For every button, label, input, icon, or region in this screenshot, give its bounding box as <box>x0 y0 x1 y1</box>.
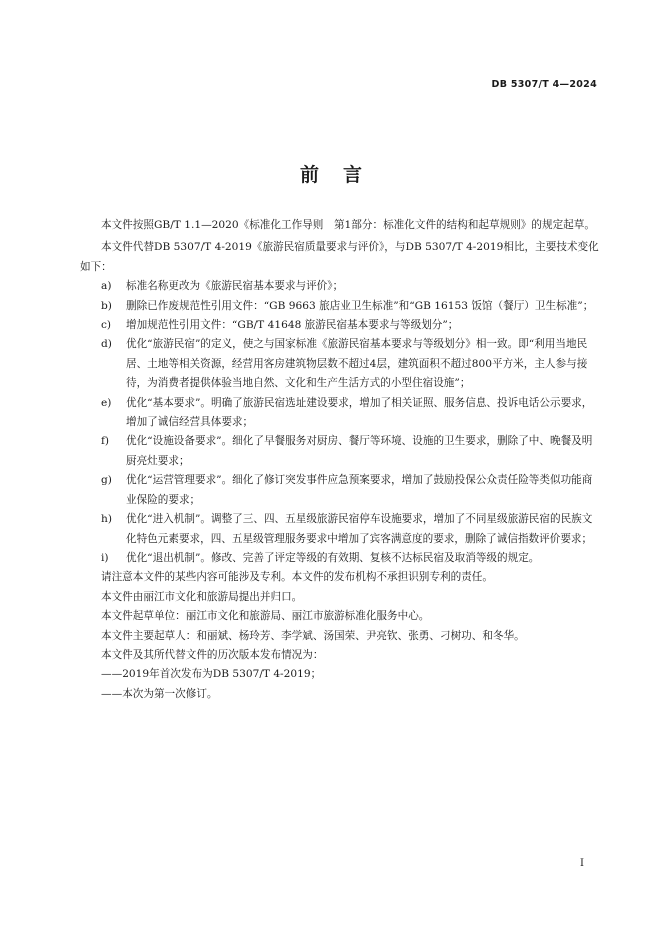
list-marker: g) <box>101 474 112 487</box>
change-list <box>80 277 600 568</box>
page-title: 前言 <box>299 164 386 186</box>
drafters: 本文件主要起草人：和丽斌、杨玲芳、李学斌、汤国荣、尹亮钦、张勇、刁树功、和冬华。 <box>101 629 525 642</box>
list-item-text: 删除已作废规范性引用文件：“GB 9663 旅店业卫生标准”和“GB 16153 饭馆（餐厅）卫生标准”； <box>126 299 594 312</box>
list-item <box>80 549 600 568</box>
list-marker: i) <box>101 551 109 564</box>
proposer-statement: 本文件由丽江市文化和旅游局提出并归口。 <box>101 590 303 603</box>
list-item-text: 优化“基本要求”。明确了旅游民宿选址建设要求，增加了相关证照、服务信息、投诉电话公示要求，增加了诚信经营具体要求； <box>126 396 593 429</box>
list-marker: c) <box>101 319 112 332</box>
document-body <box>80 216 600 704</box>
list-item-text: 优化“进入机制”。调整了三、四、五星级旅游民宿停车设施要求，增加了不同星级旅游民宿的民族文化特色元素要求，四、五星级管理服务要求中增加了宾客满意度的要求，删除了诚信指数评价要求； <box>126 513 593 545</box>
list-item <box>80 316 600 335</box>
list-item-text: 优化“退出机制”。修改、完善了评定等级的有效期、复核不达标民宿及取消等级的规定。 <box>126 551 540 564</box>
list-marker: e) <box>101 396 112 409</box>
list-item <box>80 277 600 296</box>
list-item-text: 优化“设施设备要求”。细化了早餐服务对厨房、餐厅等环境、设施的卫生要求，删除了中、晚餐及明厨亮灶要求； <box>126 435 593 467</box>
list-item-text: 优化“运营管理要求”。细化了修订突发事件应急预案要求，增加了鼓励投保公众责任险等类似功能商业保险的要求； <box>126 474 593 506</box>
page-number: I <box>580 858 584 869</box>
list-item <box>80 432 600 471</box>
list-item <box>80 335 600 393</box>
list-item <box>80 297 600 316</box>
list-item <box>80 510 600 549</box>
list-marker: d) <box>101 338 112 351</box>
list-item-text: 优化“旅游民宿”的定义，使之与国家标准《旅游民宿基本要求与等级划分》相一致。即“利用当地民居、土地等相关资源，经营用客房建筑物层数不超过4层，建筑面积不超过800平方米，主人参与接待，为消费者提供体验当地自然、文化和生产生活方式的小型住宿设施”； <box>126 338 588 390</box>
document-code-header: DB 5307/T 4—2024 <box>491 79 597 90</box>
list-item <box>80 394 600 433</box>
list-marker: b) <box>101 299 112 312</box>
list-item <box>80 471 600 510</box>
list-marker: a) <box>101 280 112 293</box>
version-history-intro: 本文件及其所代替文件的历次版本发布情况为： <box>101 648 324 661</box>
history-item: ——本次为第一次修订。 <box>101 687 218 700</box>
paragraph-replacement: 本文件代替DB 5307/T 4-2019《旅游民宿质量要求与评价》，与DB 5307/T 4-2019相比，主要技术变化如下： <box>80 241 599 273</box>
list-marker: h) <box>101 513 112 526</box>
drafting-units: 本文件起草单位：丽江市文化和旅游局、丽江市旅游标准化服务中心。 <box>101 610 430 623</box>
list-item-text: 增加规范性引用文件：“GB/T 41648 旅游民宿基本要求与等级划分”； <box>126 319 459 332</box>
paragraph-drafting-rules: 本文件按照GB/T 1.1—2020《标准化工作导则 第1部分：标准化文件的结构和起草规则》的规定起草。 <box>101 219 595 231</box>
history-item: ——2019年首次发布为DB 5307/T 4-2019； <box>101 668 322 681</box>
patent-notice: 请注意本文件的某些内容可能涉及专利。本文件的发布机构不承担识别专利的责任。 <box>101 571 493 584</box>
list-item-text: 标准名称更改为《旅游民宿基本要求与评价》； <box>126 280 344 293</box>
list-marker: f) <box>101 435 110 448</box>
